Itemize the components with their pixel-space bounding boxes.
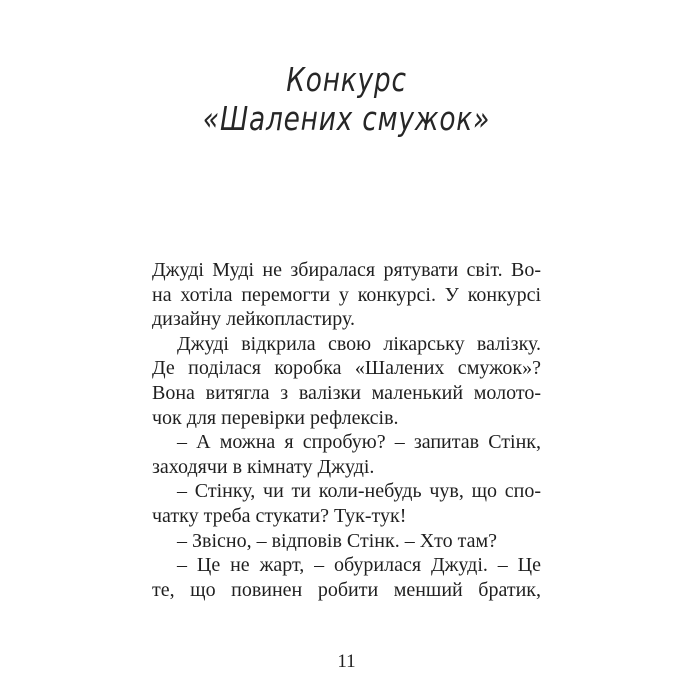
chapter-title-line-1: Конкурс	[286, 60, 407, 99]
text-line: дизайну лейкопластиру.	[152, 308, 355, 331]
text-line: на хотіла перемогти у конкурсі. У конкурсі	[152, 283, 541, 306]
text-line: – Стінку, чи ти коли-небудь чув, що спо-	[177, 480, 541, 503]
chapter-title-line-2: «Шалених смужок»	[202, 99, 491, 138]
text-line: – А можна я спробую? – запитав Стінк,	[177, 431, 541, 454]
text-line: – Це не жарт, – обурилася Джуді. – Це	[177, 554, 541, 577]
text-line: те, що повинен робити менший братик,	[152, 578, 541, 601]
text-line: – Звісно, – відповів Стінк. – Хто там?	[177, 529, 498, 552]
text-block	[152, 258, 541, 602]
chapter-title	[191, 60, 502, 138]
page-number: 11	[337, 651, 356, 672]
text-line: чок для перевірки рефлексів.	[152, 406, 399, 429]
text-line: Джуді Муді не збиралася рятувати світ. Во-	[152, 259, 541, 281]
text-line: чатку треба стукати? Тук-тук!	[152, 504, 407, 527]
text-line: Вона витягла з валізки маленький молото-	[152, 381, 541, 404]
text-line: Де поділася коробка «Шалених смужок»?	[152, 357, 541, 380]
text-line: Джуді відкрила свою лікарську валізку.	[177, 332, 541, 355]
text-line: заходячи в кімнату Джуді.	[152, 455, 375, 478]
